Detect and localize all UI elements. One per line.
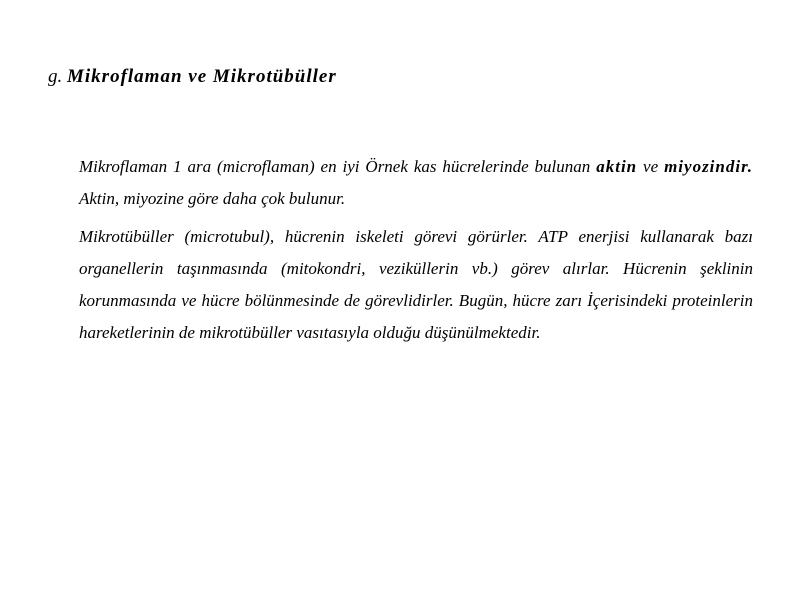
term-actin: aktin	[596, 157, 638, 176]
paragraph-text: ve	[637, 157, 665, 176]
section-heading	[48, 66, 337, 88]
paragraph-microfilaments	[79, 151, 753, 215]
paragraph-microtubules: Mikrotübüller (microtubul), hücrenin iskeleti görevi görürler. ATP enerjisi kullanarak bazı organellerin taşınmasında (mitokondri, veziküllerin vb.) görev alırlar. Hücrenin şeklinin korunmasında ve hücre bölünmesinde de görevlidirler. Bugün, hücre zarı İçerisindeki proteinlerin hareketlerinin de mikrotübüller vasıtasıyla olduğu düşünülmektedir.	[79, 227, 753, 342]
section-letter: g.	[48, 66, 63, 87]
section-title: Mikroflaman ve Mikrotübüller	[67, 66, 337, 87]
paragraph-text: Mikroflaman 1 ara (microflaman) en iyi Örnek kas hücrelerinde bulunan	[79, 157, 597, 176]
term-myosin: miyozindir.	[664, 157, 754, 176]
body-text	[79, 151, 753, 349]
paragraph-text: Aktin, miyozine göre daha çok bulunur.	[79, 189, 346, 208]
